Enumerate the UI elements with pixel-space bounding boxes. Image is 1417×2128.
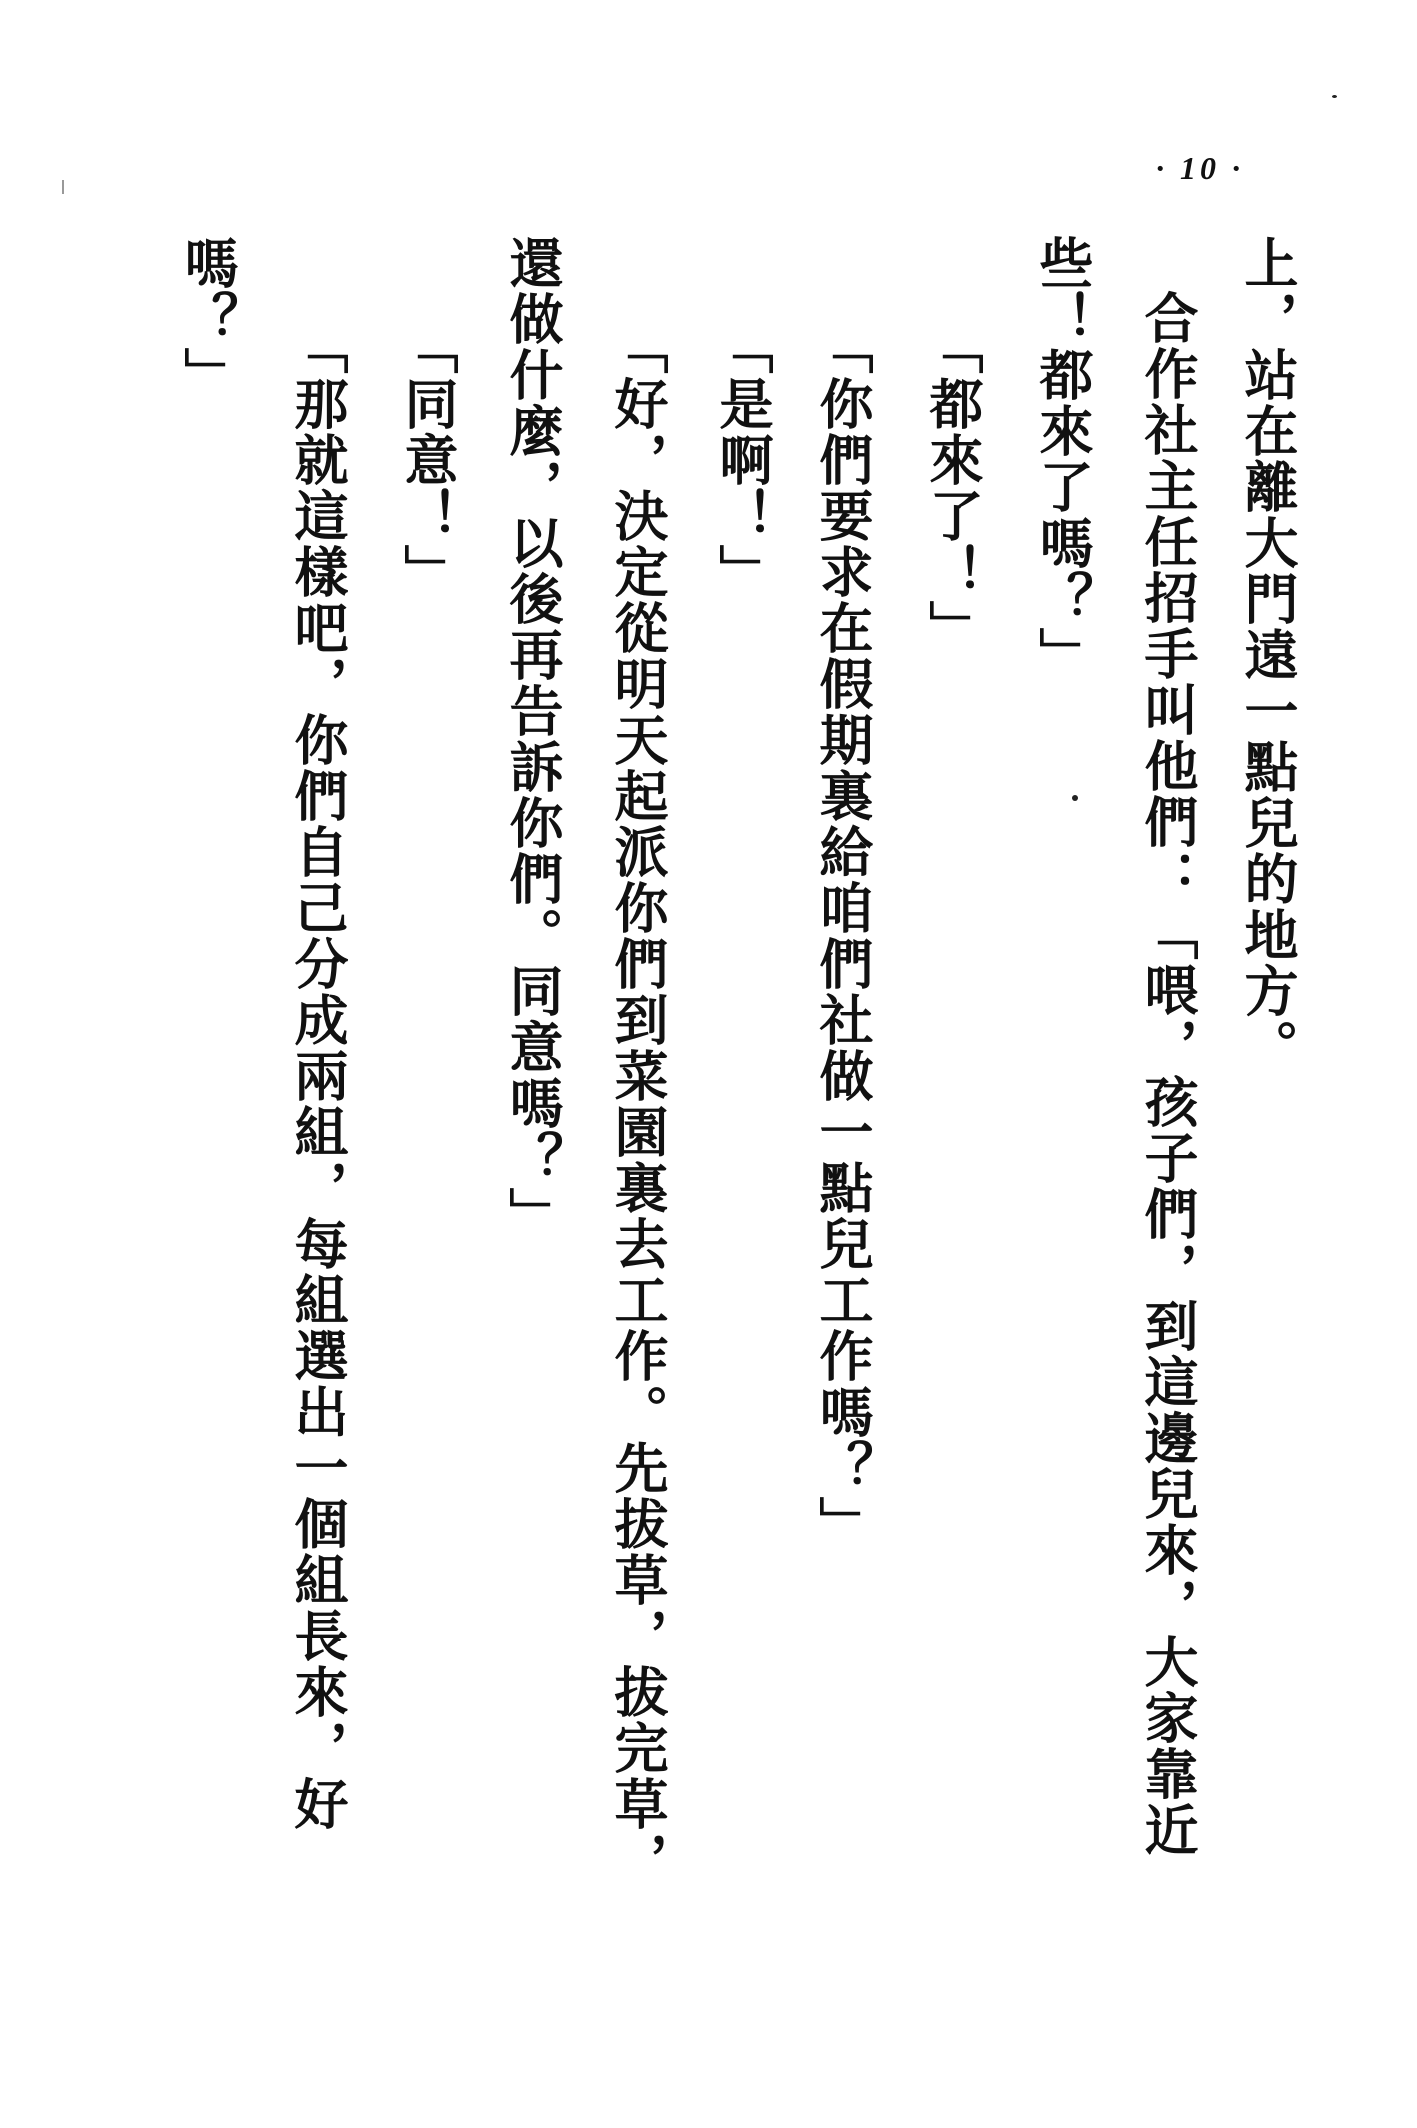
stray-mark bbox=[1332, 95, 1337, 98]
text-column-1: 上，站在離大門遠一點兒的地方。 bbox=[1236, 235, 1300, 1075]
text-column-11: 嗎？」 bbox=[176, 235, 240, 403]
text-column-8: 還做什麼，以後再告訴你們。同意嗎？」 bbox=[501, 235, 565, 1243]
text-column-9: 「同意！」 bbox=[396, 320, 460, 600]
text-column-6: 「是啊！」 bbox=[711, 320, 775, 600]
text-column-10: 「那就這樣吧，你們自己分成兩組，每組選出一個組長來，好 bbox=[286, 320, 350, 1832]
stray-mark bbox=[62, 180, 64, 194]
text-column-5: 「你們要求在假期裏給咱們社做一點兒工作嗎？」 bbox=[811, 320, 875, 1552]
page-number: · 10 · bbox=[1156, 150, 1244, 186]
text-column-4: 「都來了！」 bbox=[921, 320, 985, 656]
text-column-7: 「好，決定從明天起派你們到菜園裏去工作。先拔草，拔完草， bbox=[606, 320, 670, 1888]
text-column-3: 些！都來了嗎？」 bbox=[1031, 235, 1095, 683]
text-column-2: 合作社主任招手叫他們：「喂，孩子們，到這邊兒來，大家靠近 bbox=[1136, 290, 1200, 1858]
stray-mark bbox=[1072, 795, 1078, 801]
